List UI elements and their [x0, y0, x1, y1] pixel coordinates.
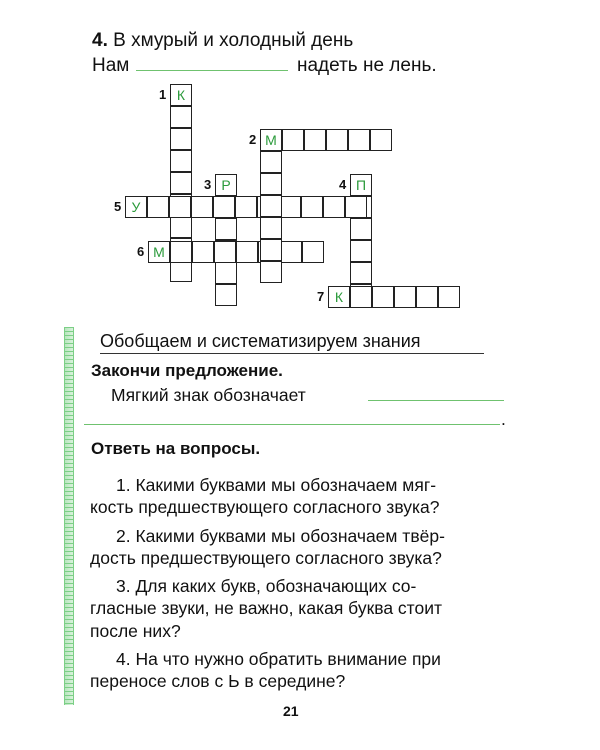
crossword-cell[interactable]: [215, 284, 237, 306]
page-number: 21: [283, 703, 299, 719]
crossword-clue-number: 1: [159, 87, 167, 102]
crossword-cell[interactable]: [350, 286, 372, 308]
question-line: гласные звуки, не важно, какая буква стоит: [90, 598, 443, 618]
riddle-line-2-start: Нам: [92, 55, 130, 76]
crossword-cell[interactable]: [301, 196, 323, 218]
crossword-cell[interactable]: М: [260, 129, 282, 151]
crossword-cell[interactable]: [323, 196, 345, 218]
riddle-number: 4.: [92, 30, 108, 51]
crossword-grid: [0, 0, 600, 320]
crossword-cell[interactable]: [370, 129, 392, 151]
question-line: дость предшествующего согласного звука?: [90, 548, 442, 568]
crossword-cell[interactable]: [260, 173, 282, 195]
crossword-cell[interactable]: У: [125, 196, 147, 218]
crossword-cell[interactable]: [438, 286, 460, 308]
question-line: 3. Для каких букв, обозначающих со-: [116, 576, 417, 596]
question-line: 1. Какими буквами мы обозначаем мяг-: [116, 475, 437, 495]
crossword-cell[interactable]: [260, 239, 282, 261]
question-line: переносе слов с Ь в середине?: [90, 671, 346, 691]
crossword-cell[interactable]: [169, 196, 191, 218]
crossword-cell[interactable]: [260, 261, 282, 283]
crossword-cell[interactable]: [350, 262, 372, 284]
crossword-cell[interactable]: [350, 240, 372, 262]
crossword-cell[interactable]: [214, 241, 236, 263]
crossword-cell[interactable]: Р: [215, 174, 237, 196]
crossword-cell[interactable]: [260, 195, 282, 217]
crossword-cell[interactable]: [394, 286, 416, 308]
crossword-cell[interactable]: [304, 129, 326, 151]
crossword-cell[interactable]: [191, 196, 213, 218]
crossword-cell[interactable]: П: [350, 174, 372, 196]
crossword-cell[interactable]: [170, 260, 192, 282]
crossword-cell[interactable]: [280, 241, 302, 263]
crossword-cell[interactable]: [213, 196, 235, 218]
crossword-cell[interactable]: [192, 241, 214, 263]
crossword-cell[interactable]: [416, 286, 438, 308]
task1-end-mark: .: [501, 409, 506, 429]
crossword-clue-number: 7: [317, 289, 325, 304]
crossword-cell[interactable]: [215, 262, 237, 284]
task2-heading: Ответь на вопросы.: [91, 439, 261, 458]
crossword-cell[interactable]: [170, 106, 192, 128]
crossword-cell[interactable]: [326, 129, 348, 151]
question-line: кость предшествующего согласного звука?: [90, 497, 440, 517]
crossword-cell[interactable]: [170, 150, 192, 172]
crossword-cell[interactable]: [260, 217, 282, 239]
crossword-cell[interactable]: [350, 218, 372, 240]
crossword-cell[interactable]: [147, 196, 169, 218]
crossword-cell[interactable]: [348, 129, 370, 151]
crossword-cell[interactable]: [170, 128, 192, 150]
crossword-clue-number: 5: [114, 199, 122, 214]
riddle-line-2-end: надеть не лень.: [297, 55, 437, 76]
task1-heading: Закончи предложение.: [91, 361, 283, 380]
crossword-clue-number: 4: [339, 177, 347, 192]
crossword-cell[interactable]: [302, 241, 324, 263]
crossword-clue-number: 3: [204, 177, 212, 192]
question-line: 4. На что нужно обратить внимание при: [116, 649, 441, 669]
crossword-cell[interactable]: [170, 172, 192, 194]
task1-answer-line-2[interactable]: [84, 424, 500, 425]
question-line: 2. Какими буквами мы обозначаем твёр-: [116, 526, 445, 546]
margin-stripe: [64, 327, 74, 705]
crossword-cell[interactable]: [279, 196, 301, 218]
crossword-clue-number: 2: [249, 132, 257, 147]
crossword-cell[interactable]: [235, 196, 257, 218]
riddle-text-1: В хмурый и холодный день: [113, 30, 354, 51]
task1-sentence: Мягкий знак обозначает: [111, 385, 306, 405]
crossword-cell[interactable]: [260, 151, 282, 173]
task1-answer-line-1[interactable]: [368, 400, 504, 401]
crossword-cell[interactable]: [170, 241, 192, 263]
crossword-cell[interactable]: [170, 216, 192, 238]
crossword-cell[interactable]: [236, 241, 258, 263]
crossword-cell[interactable]: [372, 286, 394, 308]
crossword-cell[interactable]: [215, 218, 237, 240]
crossword-cell[interactable]: К: [328, 286, 350, 308]
crossword-clue-number: 6: [137, 244, 145, 259]
crossword-cell[interactable]: [282, 129, 304, 151]
question-line: после них?: [90, 621, 181, 641]
crossword-cell[interactable]: М: [148, 241, 170, 263]
crossword-cell[interactable]: К: [170, 84, 192, 106]
crossword-cell[interactable]: [345, 196, 367, 218]
section-title-underline: [100, 353, 484, 354]
section-title: Обобщаем и систематизируем знания: [100, 331, 421, 351]
